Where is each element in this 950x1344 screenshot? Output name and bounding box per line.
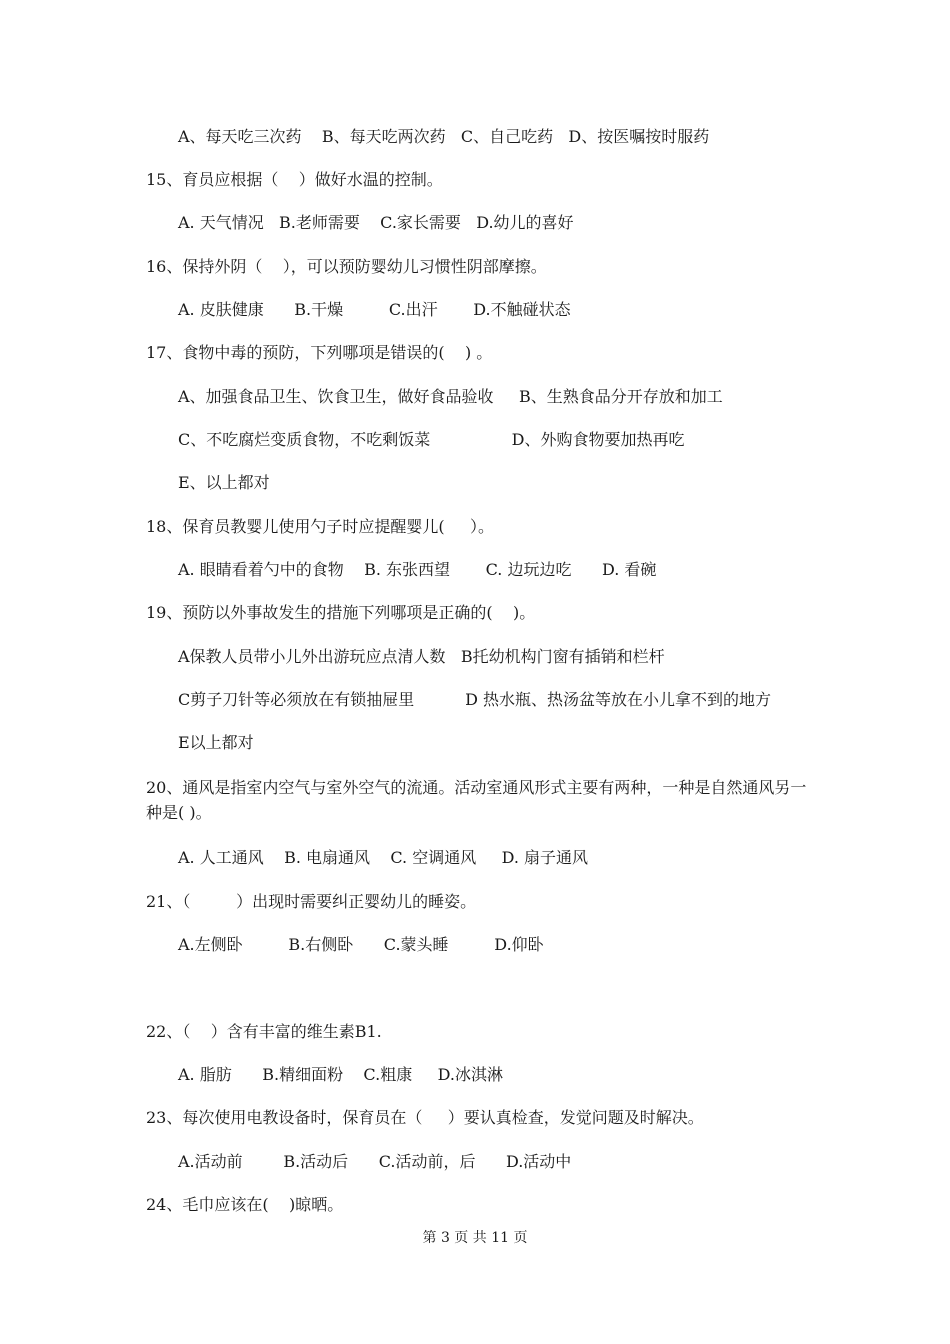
q21-options: A.左侧卧 B.右侧卧 C.蒙头睡 D.仰卧	[178, 935, 544, 954]
q19-option-e: E以上都对	[178, 733, 254, 752]
q18-question: 18、保育员教婴儿使用勺子时应提醒婴儿( ）。	[146, 517, 495, 536]
q23-question: 23、每次使用电教设备时，保育员在（ ）要认真检查，发觉问题及时解决。	[146, 1108, 704, 1127]
q21-question: 21、（ ）出现时需要纠正婴幼儿的睡姿。	[146, 892, 477, 911]
q15-question: 15、育员应根据（ ）做好水温的控制。	[146, 170, 443, 189]
q19-options-ab: A保教人员带小儿外出游玩应点清人数 B托幼机构门窗有插销和栏杆	[178, 647, 665, 666]
page-footer: 第 3 页 共 11 页	[422, 1230, 528, 1246]
q20-options: A. 人工通风 B. 电扇通风 C. 空调通风 D. 扇子通风	[178, 848, 589, 867]
q16-options: A. 皮肤健康 B.干燥 C.出汗 D.不触碰状态	[178, 300, 571, 319]
q18-options: A. 眼睛看着勺中的食物 B. 东张西望 C. 边玩边吃 D. 看碗	[178, 560, 657, 579]
q17-question: 17、食物中毒的预防，下列哪项是错误的( ) 。	[146, 343, 493, 362]
q22-options: A. 脂肪 B.精细面粉 C.粗康 D.冰淇淋	[178, 1065, 503, 1084]
q17-options-ab: A、加强食品卫生、饮食卫生，做好食品验收 B、生熟食品分开存放和加工	[178, 387, 723, 406]
q17-options-cd: C、不吃腐烂变质食物，不吃剩饭菜 D、外购食物要加热再吃	[178, 430, 685, 449]
q20-question: 20、通风是指室内空气与室外空气的流通。活动室通风形式主要有两种，一种是自然通风另一种是( )。	[146, 778, 807, 822]
q16-question: 16、保持外阴（ ），可以预防婴幼儿习惯性阴部摩擦。	[146, 257, 547, 276]
q19-question: 19、预防以外事故发生的措施下列哪项是正确的( )。	[146, 603, 536, 622]
q14-options: A、每天吃三次药 B、每天吃两次药 C、自己吃药 D、按医嘱按时服药	[178, 127, 710, 146]
q22-question: 22、（ ）含有丰富的维生素B1.	[146, 1022, 382, 1041]
q19-options-cd: C剪子刀针等必须放在有锁抽屉里 D 热水瓶、热汤盆等放在小儿拿不到的地方	[178, 690, 772, 709]
q23-options: A.活动前 B.活动后 C.活动前，后 D.活动中	[178, 1152, 572, 1171]
q17-option-e: E、以上都对	[178, 473, 270, 492]
q24-question: 24、毛巾应该在( )晾晒。	[146, 1195, 344, 1214]
q15-options: A. 天气情况 B.老师需要 C.家长需要 D.幼儿的喜好	[178, 213, 574, 232]
